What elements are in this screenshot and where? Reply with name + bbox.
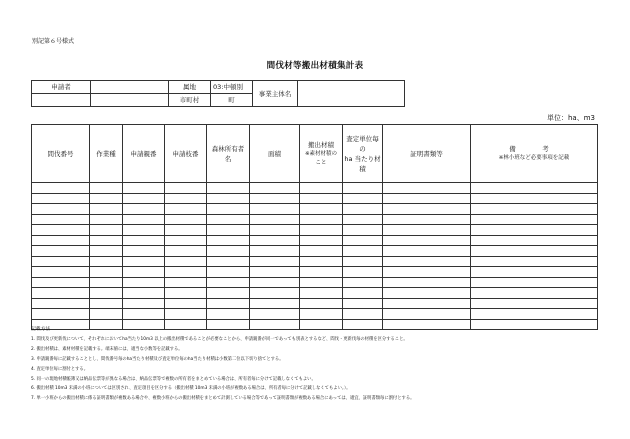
entity-label: 事業主体名 [253, 81, 298, 107]
per-ha-line2: の [359, 144, 366, 153]
column-area: 面積 [250, 125, 300, 183]
table-cell[interactable] [250, 235, 300, 246]
table-cell[interactable] [250, 183, 300, 194]
table-cell[interactable] [471, 256, 598, 267]
instruction-item: 2. 搬出材積は、素材材積を記載する。端末値には、適当な小数等を記載する。 [31, 346, 183, 352]
column-certificate: 証明書類等 [383, 125, 471, 183]
volume-summary-table [31, 124, 598, 330]
table-cell[interactable] [471, 204, 598, 215]
location-value-line2[interactable]: 町 [211, 94, 253, 107]
table-cell[interactable] [32, 277, 90, 288]
table-cell[interactable] [343, 246, 383, 257]
table-cell[interactable] [123, 309, 165, 320]
table-cell[interactable] [383, 267, 471, 278]
table-row [32, 298, 598, 309]
table-cell[interactable] [123, 183, 165, 194]
table-cell[interactable] [471, 267, 598, 278]
column-application-branch: 申請枝番 [165, 125, 207, 183]
table-cell[interactable] [343, 288, 383, 299]
table-cell[interactable] [207, 298, 250, 309]
table-cell[interactable] [123, 288, 165, 299]
table-cell[interactable] [383, 256, 471, 267]
column-per-ha-volume [343, 125, 383, 183]
table-cell[interactable] [250, 204, 300, 215]
instruction-item: 6. 搬出材積 10m3 未満の小班については区別され、査定項目を区分する（搬出材積 10m3 未満の小班が複数ある場合は、所有者毎に分けて記載しなくてもよい。）。 [31, 386, 351, 392]
instruction-item: 4. 査定単位毎に割付とする。 [31, 366, 89, 372]
instructions [31, 325, 611, 404]
form-number-label: 別記第６号様式 [32, 38, 75, 45]
table-cell[interactable] [207, 288, 250, 299]
table-cell[interactable] [123, 298, 165, 309]
table-cell[interactable] [165, 214, 207, 225]
table-cell[interactable] [207, 235, 250, 246]
table-cell[interactable] [165, 204, 207, 215]
table-row [32, 214, 598, 225]
location-value-line1[interactable]: 03:中頓別 [211, 81, 253, 94]
table-cell[interactable] [471, 183, 598, 194]
table-cell[interactable] [471, 235, 598, 246]
table-row [32, 225, 598, 236]
table-cell[interactable] [90, 235, 123, 246]
table-cell[interactable] [300, 235, 343, 246]
applicant-header-table [31, 80, 405, 107]
table-cell[interactable] [207, 193, 250, 204]
table-row [32, 256, 598, 267]
table-cell[interactable] [32, 288, 90, 299]
table-cell[interactable] [123, 235, 165, 246]
table-cell[interactable] [250, 193, 300, 204]
table-cell[interactable] [300, 256, 343, 267]
table-cell[interactable] [300, 183, 343, 194]
table-row [32, 267, 598, 278]
table-cell[interactable] [343, 309, 383, 320]
table-cell[interactable] [343, 277, 383, 288]
table-cell[interactable] [90, 267, 123, 278]
table-cell[interactable] [471, 193, 598, 204]
table-cell[interactable] [471, 309, 598, 320]
table-cell[interactable] [207, 309, 250, 320]
table-cell[interactable] [250, 267, 300, 278]
table-cell[interactable] [90, 225, 123, 236]
table-cell[interactable] [250, 298, 300, 309]
column-extracted-volume [300, 125, 343, 183]
table-cell[interactable] [32, 235, 90, 246]
per-ha-line3: ha 当たり材 [344, 154, 381, 163]
table-cell[interactable] [383, 193, 471, 204]
table-cell[interactable] [90, 183, 123, 194]
table-cell[interactable] [300, 298, 343, 309]
table-cell[interactable] [250, 246, 300, 257]
table-cell[interactable] [165, 246, 207, 257]
table-row [32, 277, 598, 288]
table-cell[interactable] [165, 183, 207, 194]
table-cell[interactable] [300, 214, 343, 225]
column-remarks [471, 125, 598, 183]
per-ha-line4: 積 [359, 164, 366, 173]
table-cell[interactable] [250, 309, 300, 320]
location-label-line2: 市町村 [169, 94, 211, 107]
table-cell[interactable] [90, 214, 123, 225]
document-title: 間伐材等搬出材積集計表 [266, 61, 364, 71]
table-cell[interactable] [207, 225, 250, 236]
table-cell[interactable] [90, 298, 123, 309]
table-cell[interactable] [123, 193, 165, 204]
location-label-line1: 属地 [169, 81, 211, 94]
table-cell[interactable] [123, 246, 165, 257]
table-cell[interactable] [32, 246, 90, 257]
table-cell[interactable] [90, 277, 123, 288]
table-cell[interactable] [300, 193, 343, 204]
applicant-label-lower [32, 94, 91, 107]
instruction-item: 7. 単一小班からの搬出材積に係る証明書類が複数ある場合や、複数小班からの搬出材積をまとめて計測している場合等であって証明書類が複数ある場合にあっては、適宜、証明書類毎に割付とする。 [31, 396, 415, 402]
table-cell[interactable] [471, 214, 598, 225]
table-cell[interactable] [165, 225, 207, 236]
forest-owner-line1: 森林所有者 [211, 144, 245, 153]
applicant-label: 申請者 [32, 81, 91, 94]
table-cell[interactable] [32, 204, 90, 215]
table-cell[interactable] [90, 288, 123, 299]
table-cell[interactable] [165, 235, 207, 246]
instruction-item: 5. 同一の現地材積帳簿又は納品伝票等が異なる場合は、納品伝票等で複数の所有者をまとめている場合は、所有者毎に分けて記載しなくてもよい。 [31, 376, 316, 382]
table-cell[interactable] [383, 225, 471, 236]
table-cell[interactable] [300, 246, 343, 257]
table-cell[interactable] [123, 277, 165, 288]
table-body [32, 183, 598, 330]
table-cell[interactable] [250, 256, 300, 267]
table-cell[interactable] [90, 309, 123, 320]
table-cell[interactable] [207, 256, 250, 267]
table-cell[interactable] [300, 309, 343, 320]
table-row [32, 309, 598, 320]
table-cell[interactable] [343, 256, 383, 267]
table-cell[interactable] [471, 298, 598, 309]
table-cell[interactable] [343, 298, 383, 309]
table-cell[interactable] [383, 298, 471, 309]
volume-line3: こと [315, 159, 327, 166]
table-cell[interactable] [32, 214, 90, 225]
table-cell[interactable] [90, 256, 123, 267]
column-thinning-number: 間伐番号 [32, 125, 90, 183]
table-cell[interactable] [343, 214, 383, 225]
table-cell[interactable] [300, 288, 343, 299]
per-ha-line1: 査定単位毎 [346, 134, 379, 143]
table-cell[interactable] [343, 204, 383, 215]
volume-line2: ※素材材積の [304, 150, 338, 157]
table-cell[interactable] [32, 309, 90, 320]
table-cell[interactable] [343, 183, 383, 194]
table-cell[interactable] [32, 183, 90, 194]
table-cell[interactable] [383, 309, 471, 320]
table-cell[interactable] [165, 309, 207, 320]
table-cell[interactable] [471, 246, 598, 257]
table-cell[interactable] [250, 288, 300, 299]
table-cell[interactable] [207, 267, 250, 278]
table-cell[interactable] [300, 277, 343, 288]
table-cell[interactable] [165, 193, 207, 204]
table-cell[interactable] [165, 288, 207, 299]
column-application-parcel: 申請親番 [123, 125, 165, 183]
table-cell[interactable] [383, 277, 471, 288]
applicant-field[interactable] [91, 81, 169, 94]
table-cell[interactable] [32, 193, 90, 204]
instruction-item: 3. 申請親番毎に記載することとし、間伐番号毎のha当たり材積及び査定単位毎のha当たり材積は小数第二位以下切り捨てとする。 [31, 356, 284, 362]
table-cell[interactable] [343, 267, 383, 278]
table-row [32, 246, 598, 257]
table-cell[interactable] [300, 225, 343, 236]
table-cell[interactable] [383, 288, 471, 299]
table-cell[interactable] [123, 204, 165, 215]
table-cell[interactable] [250, 214, 300, 225]
table-cell[interactable] [343, 193, 383, 204]
table-cell[interactable] [207, 214, 250, 225]
table-cell[interactable] [471, 225, 598, 236]
table-cell[interactable] [300, 204, 343, 215]
table-cell[interactable] [90, 246, 123, 257]
table-cell[interactable] [383, 235, 471, 246]
table-cell[interactable] [123, 256, 165, 267]
forest-owner-line2: 名 [224, 154, 232, 163]
table-cell[interactable] [383, 204, 471, 215]
entity-field[interactable] [298, 81, 405, 107]
table-cell[interactable] [207, 204, 250, 215]
instruction-item: 1. 間伐及び更新伐について、それぞれにおいてha当たり10m3 以上の搬出材積であることが必要なことから、申請親番が同一であっても別表とするなど、間伐・更新伐毎の材積を区分すること。 [31, 336, 408, 342]
table-cell[interactable] [471, 288, 598, 299]
table-cell[interactable] [165, 277, 207, 288]
table-row [32, 183, 598, 194]
applicant-field-lower[interactable] [91, 94, 169, 107]
table-row [32, 235, 598, 246]
volume-line1: 搬出材積 [308, 140, 334, 149]
table-cell[interactable] [165, 267, 207, 278]
table-cell[interactable] [32, 267, 90, 278]
table-cell[interactable] [32, 298, 90, 309]
remarks-label: 備 考 [509, 145, 559, 153]
table-cell[interactable] [250, 225, 300, 236]
table-cell[interactable] [471, 277, 598, 288]
table-cell[interactable] [383, 183, 471, 194]
table-cell[interactable] [123, 214, 165, 225]
table-cell[interactable] [207, 246, 250, 257]
table-cell[interactable] [207, 183, 250, 194]
table-cell[interactable] [383, 246, 471, 257]
column-work-type: 作業種 [90, 125, 123, 183]
table-cell[interactable] [90, 204, 123, 215]
table-cell[interactable] [32, 256, 90, 267]
table-cell[interactable] [343, 225, 383, 236]
remarks-note: ※林小班など必要事項を記載 [498, 155, 570, 161]
table-cell[interactable] [343, 235, 383, 246]
instructions-title: 記載方法 [31, 327, 51, 332]
table-cell[interactable] [250, 277, 300, 288]
column-forest-owner [207, 125, 250, 183]
table-cell[interactable] [165, 298, 207, 309]
table-cell[interactable] [123, 225, 165, 236]
table-cell[interactable] [90, 193, 123, 204]
table-cell[interactable] [165, 256, 207, 267]
table-row [32, 204, 598, 215]
table-row [32, 288, 598, 299]
table-cell[interactable] [383, 214, 471, 225]
table-row [32, 193, 598, 204]
table-cell[interactable] [123, 267, 165, 278]
table-cell[interactable] [207, 277, 250, 288]
table-cell[interactable] [32, 225, 90, 236]
table-cell[interactable] [300, 267, 343, 278]
unit-label: 単位：ha、m3 [547, 114, 595, 122]
